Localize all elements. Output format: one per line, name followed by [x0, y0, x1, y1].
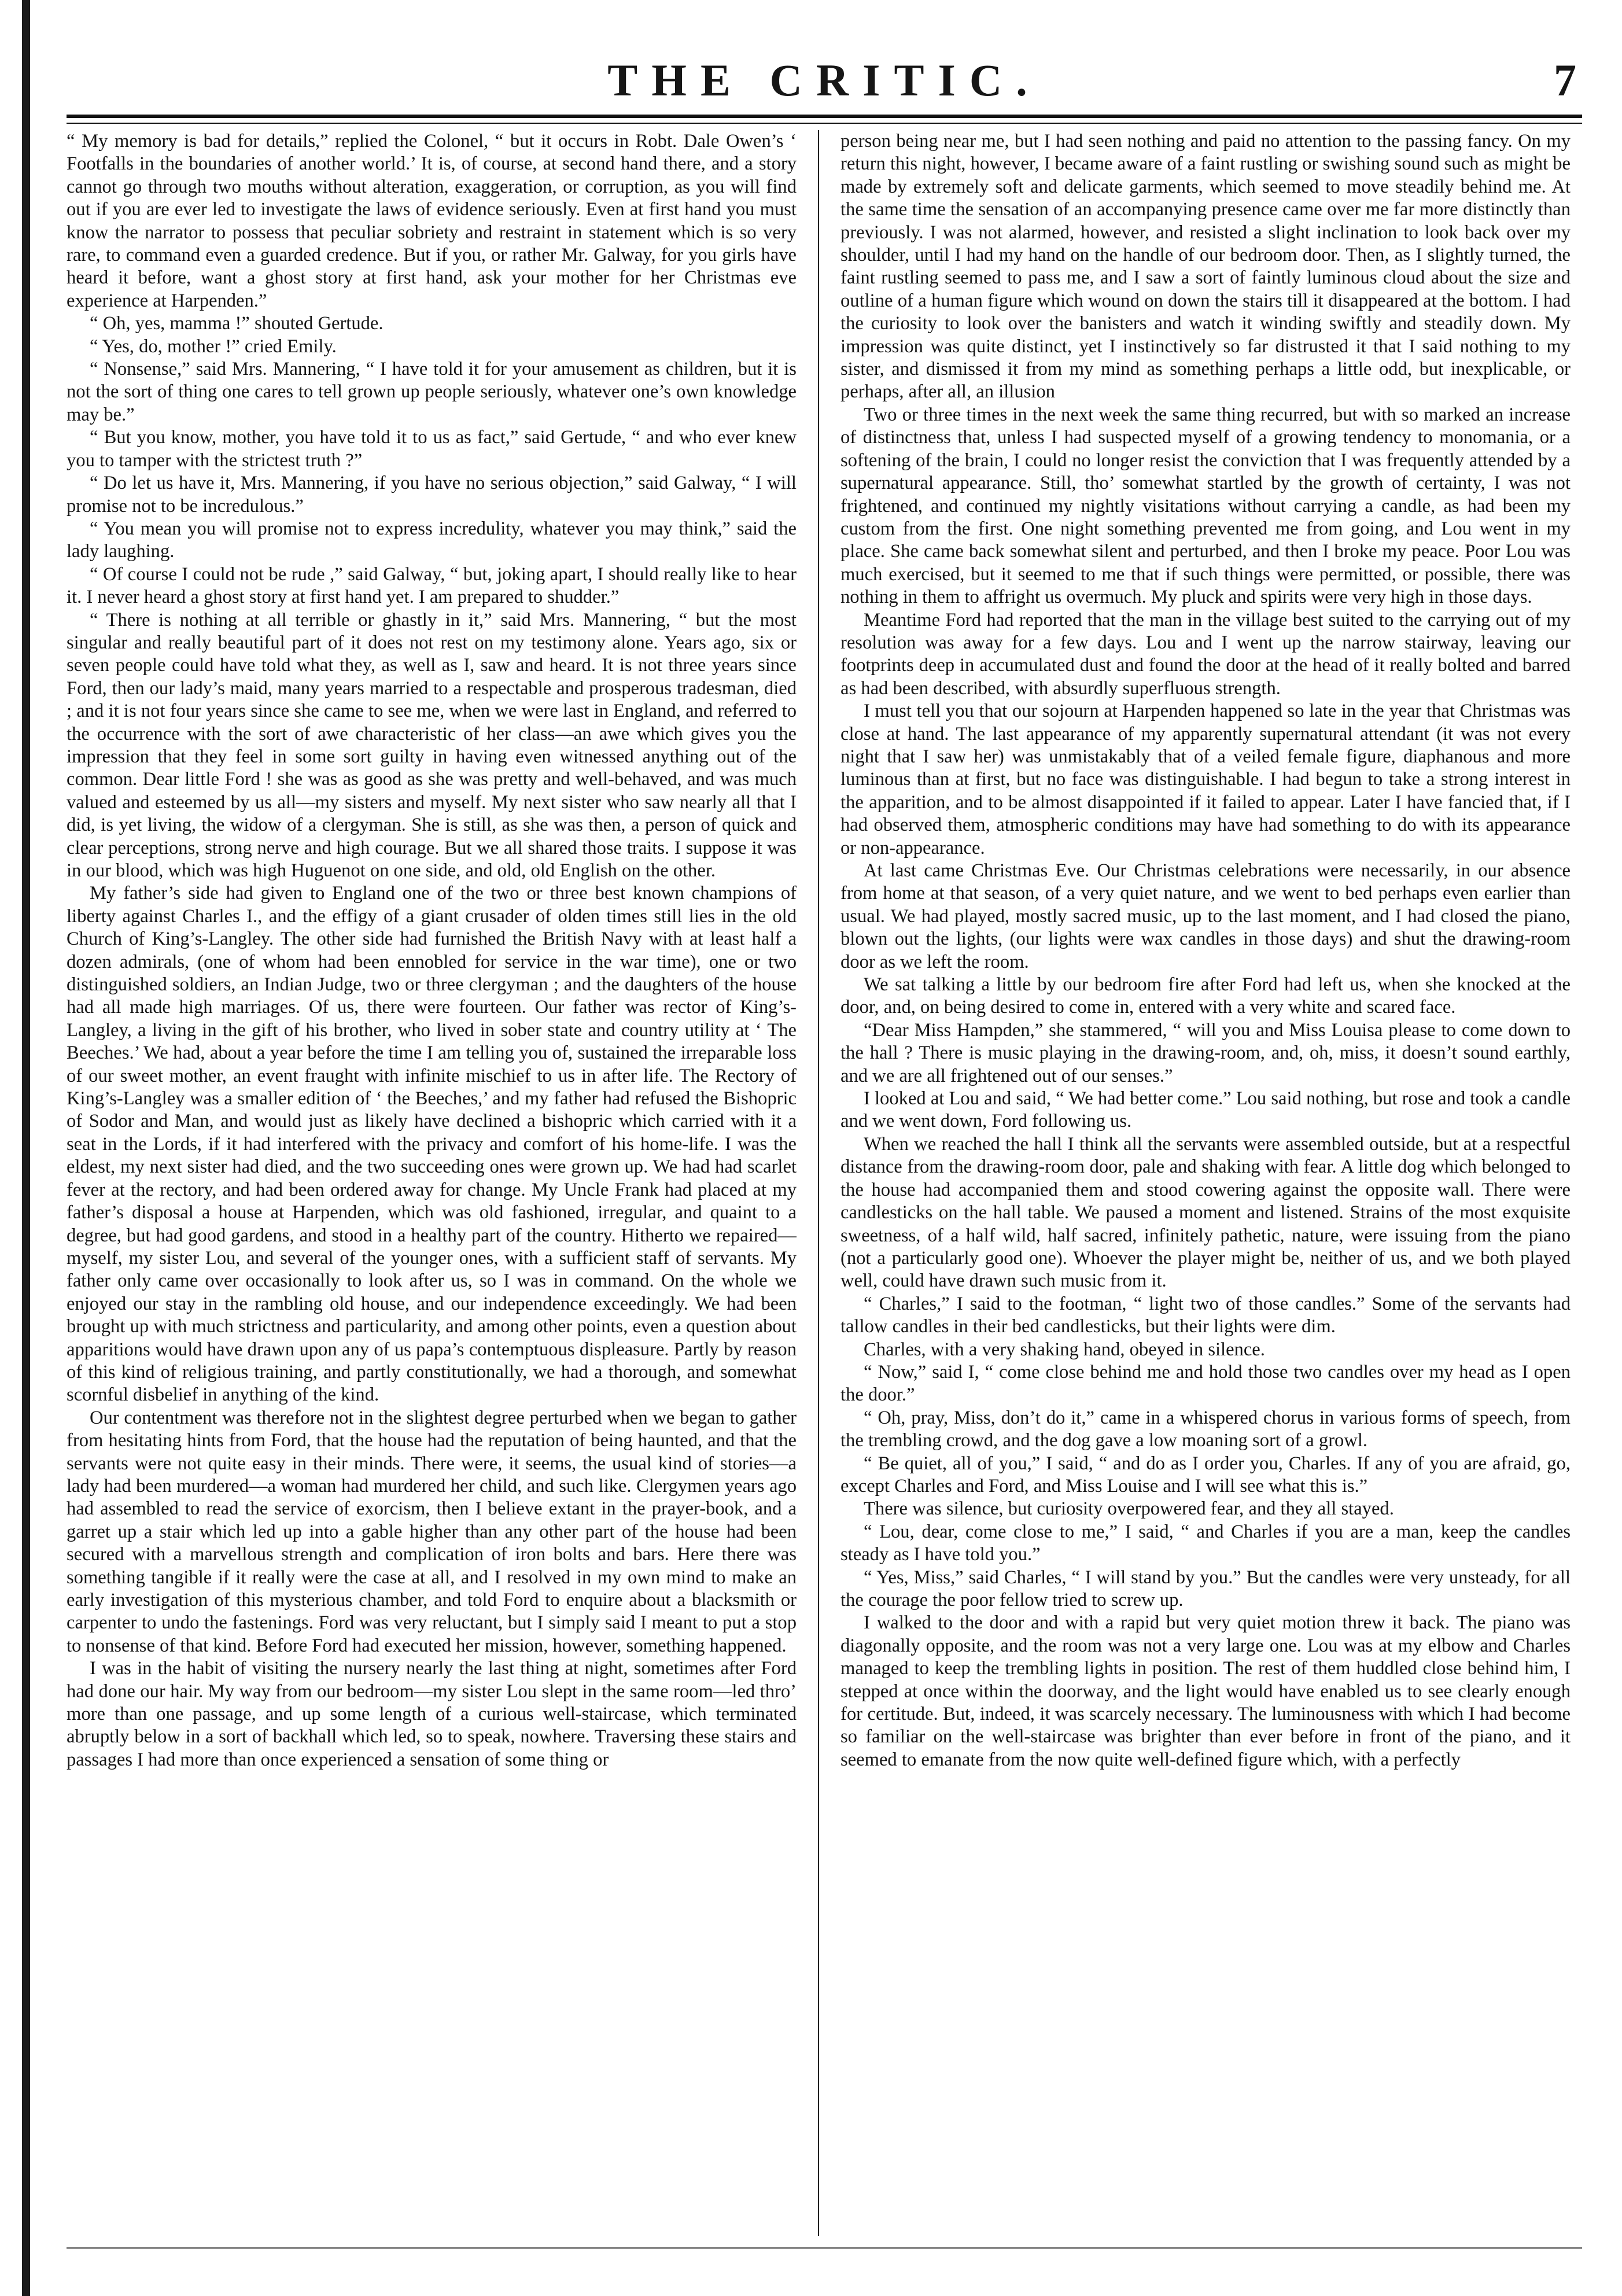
paragraph: person being near me, but I had seen nothing and paid no attention to the passing fancy. On my return this night, however, I became aware of a faint rustling or swishing sound such as might be made by extremely soft and delicate garments, which seemed to move steadily behind me. At the same time the sensation of an accompanying presence came over me far more distinctly than previously. I was not alarmed, however, and resisted a slight inclination to look back over my shoulder, until I had my hand on the handle of our bedroom door. Then, as I slightly turned, the faint rustling seemed to pass me, and I saw a sort of faintly luminous cloud about the size and outline of a human figure which wound on down the stairs till it disappeared at the bottom. I had the curiosity to look over the banisters and watch it winding swiftly and steadily down. My impression was quite distinct, yet I instinctively so far distrusted it that I said nothing to my sister, and dismissed it from my mind as something perhaps a little odd, but inexplicable, or perhaps, after all, an illusion [841, 131, 1571, 403]
column-divider [818, 130, 819, 2236]
paragraph: “ Oh, yes, mamma !” shouted Gertude. [90, 313, 384, 334]
paragraph: Charles, with a very shaking hand, obeyed in silence. [864, 1339, 1265, 1360]
paragraph: “ You mean you will promise not to express incredulity, whatever you may think,” said the lady laughing. [67, 518, 797, 562]
paragraph: Our contentment was therefore not in the slightest degree perturbed when we began to gather from hesitating hints from Ford, that the house had the reputation of being haunted, and that the servants were not quite easy in their minds. There were, it seems, the usual kind of stories—a lady had been murdered—a woman had murdered her child, and such like. Clergymen years ago had assembled to read the service of exorcism, then I believe extant in the prayer-book, and a garret up a stair which led up into a gable higher than any other part of the house had been secured with a marvellous strength and complication of iron bolts and bars. Here there was something tangible if it really were the case at all, and I resolved in my own mind to make an early investigation of this mysterious chamber, and told Ford to enquire about a blacksmith or carpenter to undo the fastenings. Ford was very reluctant, but I simply said I meant to put a stop to nonsense of that kind. Before Ford had executed her mission, however, something happened. [67, 1407, 797, 1656]
paragraph: “ Oh, pray, Miss, don’t do it,” came in a whispered chorus in various forms of speech, from the trembling crowd, and the dog gave a low moaning sort of a growl. [841, 1407, 1571, 1451]
paragraph: I must tell you that our sojourn at Harpenden happened so late in the year that Christmas was close at hand. The last appearance of my apparently supernatural attendant (it was not every night that I saw her) was unmistakably that of a veiled female figure, diaphanous and more luminous than at first, but no face was distinguishable. I had begun to take a strong interest in the apparition, and to be almost disappointed if it failed to appear. Later I have fancied that, if I had observed them, atmospheric conditions may have had something to do with its appearance or non-appearance. [841, 701, 1571, 858]
masthead [67, 52, 1582, 116]
masthead-rule-thick [67, 115, 1582, 118]
publication-title: THE CRITIC. [607, 55, 1041, 105]
paragraph: At last came Christmas Eve. Our Christmas celebrations were necessarily, in our absence from home at that season, of a very quiet nature, and we went to bed perhaps even earlier than usual. We had played, mostly sacred music, up to the last moment, and I had closed the piano, blown out the lights, (our lights were wax candles in those days) and shut the drawing-room door as we left the room. [841, 860, 1571, 972]
newspaper-page [67, 52, 1582, 2250]
paragraph: Meantime Ford had reported that the man in the village best suited to the carrying out of my resolution was away for a few days. Lou and I went up the narrow stairway, leaving our footprints deep in accumulated dust and found the door at the head of it really bolted and barred as had been described, with absurdly superfluous strength. [841, 609, 1571, 699]
paragraph: I looked at Lou and said, “ We had better come.” Lou said nothing, but rose and took a candle and we went down, Ford following us. [841, 1088, 1571, 1132]
paragraph: Two or three times in the next week the same thing recurred, but with so marked an increase of distinctness that, unless I had suspected myself of a growing tendency to monomania, or a softening of the brain, I could no longer resist the conviction that I was frequently attended by a supernatural appearance. Still, tho’ somewhat startled by the growth of certainty, I was not frightened, and continued my nightly visitations without carrying a candle, as had been my custom from the first. One night something prevented me from going, and Lou went in my place. She came back somewhat silent and perturbed, and then I broke my peace. Poor Lou was much exercised, but it seemed to me that if such things were permitted, or possible, there was nothing in them to affright us overmuch. My pluck and spirits were very high in those days. [841, 404, 1571, 608]
paragraph: “ My memory is bad for details,” replied the Colonel, “ but it occurs in Robt. Dale Owen’s ‘ Footfalls in the boundaries of another world.’ It is, of course, at second hand there, and a story cannot go through two mouths without alteration, exaggeration, or corruption, as you will find out if you are ever led to investigate the laws of evidence seriously. Even at first hand you must know the narrator to possess that peculiar sobriety and restraint in statement which is so very rare, to command even a guarded credence. But if you, or rather Mr. Galway, for you girls have heard it before, want a ghost story at first hand, ask your mother for her Christmas eve experience at Harpenden.” [67, 131, 797, 311]
paragraph: “ Yes, Miss,” said Charles, “ I will stand by you.” But the candles were very unsteady, for all the courage the poor fellow tried to screw up. [841, 1567, 1571, 1610]
paragraph: I walked to the door and with a rapid but very quiet motion threw it back. The piano was diagonally opposite, and the room was not a very large one. Lou was at my elbow and Charles managed to keep the trembling lights in position. The rest of them huddled close behind him, I stepped at once within the doorway, and the light would have enabled us to see clearly enough for certitude. But, indeed, it was scarcely necessary. The luminousness with which I had become so familiar on the well-staircase was brighter than ever before in front of the piano, and it seemed to emanate from the now quite well-defined figure which, with a perfectly [841, 1612, 1571, 1770]
paragraph: “ There is nothing at all terrible or ghastly in it,” said Mrs. Mannering, “ but the most singular and really beautiful part of it does not rest on my testimony alone. Years ago, six or seven people could have told what they, as well as I, saw and heard. It is not three years since Ford, then our lady’s maid, many years married to a respectable and prosperous tradesman, died ; and it is not four years since she came to see me, when we were last in England, and referred to the occurrence with the sort of awe characteristic of her class—an awe which gives you the impression that they feel in some sort guilty in having even witnessed anything out of the common. Dear little Ford ! she was as good as she was pretty and well-behaved, and was much valued and esteemed by us all—my sisters and myself. My next sister who saw nearly all that I did, is yet living, the widow of a clergyman. She is still, as she was then, a person of quick and clear perceptions, strong nerve and high courage. But we all shared those traits. I suppose it was in our blood, which was high Huguenot on one side, and old, old English on the other. [67, 609, 797, 881]
right-column [841, 130, 1571, 2236]
bottom-rule [67, 2247, 1582, 2249]
paragraph: “ Charles,” I said to the footman, “ light two of those candles.” Some of the servants had tallow candles in their bed candlesticks, but their lights were dim. [841, 1293, 1571, 1337]
paragraph: “ Lou, dear, come close to me,” I said, “ and Charles if you are a man, keep the candles steady as I have told you.” [841, 1521, 1571, 1565]
page-number: 7 [1554, 55, 1576, 105]
paragraph: “ Of course I could not be rude ,” said Galway, “ but, joking apart, I should really like to hear it. I never heard a ghost story at first hand yet. I am prepared to shudder.” [67, 563, 797, 608]
masthead-rule-thin [67, 123, 1582, 124]
paragraph: “ But you know, mother, you have told it to us as fact,” said Gertude, “ and who ever knew you to tamper with the strictest truth ?” [67, 427, 797, 471]
paragraph: “ Now,” said I, “ come close behind me and hold those two candles over my head as I open the door.” [841, 1361, 1571, 1406]
paragraph: There was silence, but curiosity overpowered fear, and they all stayed. [864, 1498, 1394, 1520]
paragraph: “Dear Miss Hampden,” she stammered, “ will you and Miss Louisa please to come down to the hall ? There is music playing in the drawing-room, and, oh, miss, it doesn’t sound earthly, and we are all frightened out of our senses.” [841, 1019, 1571, 1086]
page-edge-shadow [22, 0, 30, 2296]
paragraph: My father’s side had given to England one of the two or three best known champions of liberty against Charles I., and the effigy of a giant crusader of olden times still lies in the old Church of King’s-Langley. The other side had furnished the British Navy with at least half a dozen admirals, (one of whom had been ennobled for service in the war time), one or two distinguished soldiers, an Indian Judge, two or three clergyman ; and the daughters of the house had all made high marriages. Of us, there were fourteen. Our father was rector of King’s-Langley, a living in the gift of his brother, who lived in sober state and country utility at ‘ The Beeches.’ We had, about a year before the time I am telling you of, sustained the irreparable loss of our sweet mother, an event fraught with infinite mischief to us in after life. The Rectory of King’s-Langley was a smaller edition of ‘ the Beeches,’ and my father had refused the Bishopric of Sodor and Man, and would just as likely have declined a bishopric which carried with it a seat in the Lords, if it had interfered with the privacy and comfort of his home-life. I was the eldest, my next sister had died, and the two succeeding ones were grown up. We had had scarlet fever at the rectory, and had been ordered away for change. My Uncle Frank had placed at my father’s disposal a house at Harpenden, which was old fashioned, irregular, and quaint to a degree, but had good gardens, and stood in a healthy part of the country. Hitherto we repaired—myself, my sister Lou, and several of the younger ones, with a sufficient staff of servants. My father only came over occasionally to look after us, so I was in command. On the whole we enjoyed our stay in the rambling old house, and our independence exceedingly. We had been brought up with much strictness and particularity, and among other points, even a question about apparitions would have drawn upon any of us papa’s contemptuous displeasure. Partly by reason of this kind of religious training, and partly constitutionally, we had a thorough, and somewhat scornful disbelief in anything of the kind. [67, 883, 797, 1406]
paragraph: “ Nonsense,” said Mrs. Mannering, “ I have told it for your amusement as children, but it is not the sort of thing one cares to tell grown up people seriously, whatever one’s own knowledge may be.” [67, 359, 797, 425]
paragraph: We sat talking a little by our bedroom fire after Ford had left us, when she knocked at the door, and, on being desired to come in, entered with a very white and scared face. [841, 974, 1571, 1018]
left-column [67, 130, 797, 2236]
paragraph: “ Yes, do, mother !” cried Emily. [90, 336, 337, 357]
paragraph: When we reached the hall I think all the servants were assembled outside, but at a respectful distance from the drawing-room door, pale and shaking with fear. A little dog which belonged to the house had accompanied them and stood cowering against the opposite wall. There were candlesticks on the hall table. We paused a moment and listened. Strains of the most exquisite sweetness, of a half wild, half sacred, infinitely pathetic, nature, were issuing from the piano (not a particularly good one). Whoever the player might be, neither of us, and we both played well, could have drawn such music from it. [841, 1133, 1571, 1292]
paragraph: “ Be quiet, all of you,” I said, “ and do as I order you, Charles. If any of you are afraid, go, except Charles and Ford, and Miss Louise and I will see what this is.” [841, 1453, 1571, 1497]
paragraph: I was in the habit of visiting the nursery nearly the last thing at night, sometimes after Ford had done our hair. My way from our bedroom—my sister Lou slept in the same room—led thro’ more than one passage, and up some length of a curious well-staircase, which terminated abruptly below in a sort of backhall which led, so to speak, nowhere. Traversing these stairs and passages I had more than once experienced a sensation of some thing or [67, 1658, 797, 1770]
paragraph: “ Do let us have it, Mrs. Mannering, if you have no serious objection,” said Galway, “ I will promise not to be incredulous.” [67, 473, 797, 517]
